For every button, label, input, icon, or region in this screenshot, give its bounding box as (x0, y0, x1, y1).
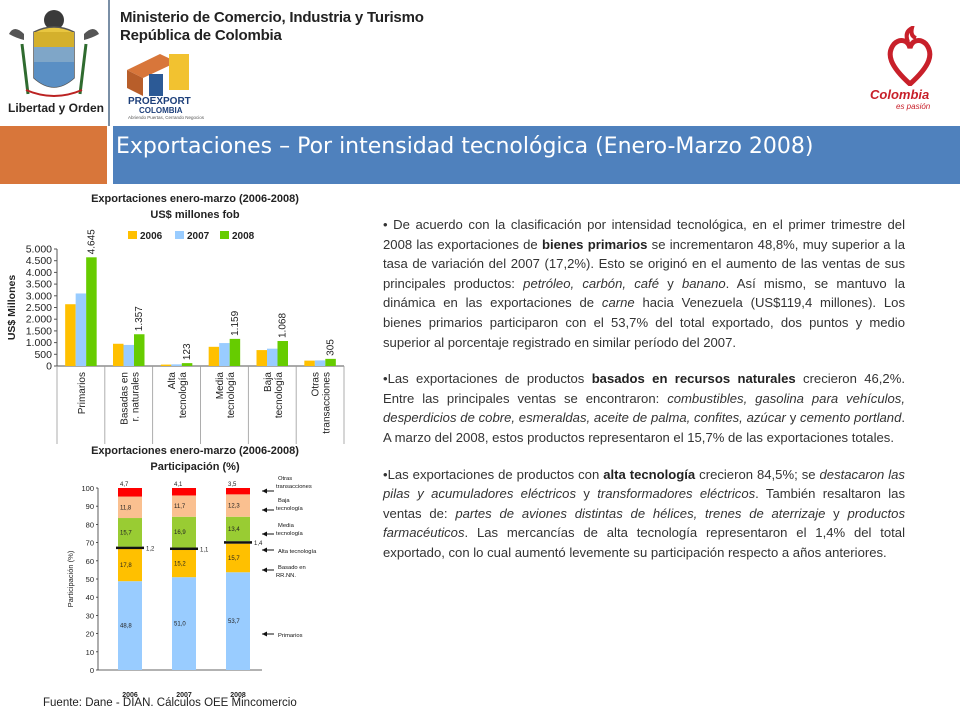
segment-label: 1,4 (254, 541, 263, 548)
category-label: r. naturales (130, 372, 142, 422)
category-label: Otras (310, 372, 322, 397)
proexport-tagline: Abriendo Puertas, Cerrando Negocios (128, 115, 205, 120)
header-divider (108, 0, 110, 126)
y-tick-label: 10 (85, 647, 94, 657)
y-axis-title: Participación (%) (66, 550, 75, 608)
segment-label: 13,4 (228, 526, 240, 533)
segment-label: 1,1 (200, 547, 209, 554)
paragraph-run: . A marzo del 2008, estos productos representaron el 15,7% de las exportaciones totales. (383, 410, 905, 445)
segment-label: 15,7 (120, 530, 132, 537)
bar-2007 (124, 345, 135, 366)
paragraph-run: alta tecnología (603, 466, 696, 482)
annotation-label: transacciones (276, 484, 312, 490)
motto-label: Libertad y Orden (7, 101, 105, 115)
legend-swatch-2006 (128, 231, 137, 239)
paragraph-run: transformadores eléctricos (597, 486, 756, 502)
y-tick-label: 60 (85, 556, 94, 566)
legend-swatch-2008 (220, 231, 229, 239)
bar-2006 (257, 350, 268, 366)
segment-alta-tecnologia (224, 541, 252, 544)
bar-2006 (113, 344, 124, 366)
segment-label: 3,5 (228, 482, 237, 488)
y-tick-label: 100 (81, 484, 94, 493)
ministry-country: República de Colombia (120, 27, 282, 44)
annotation-label: Primarios (278, 633, 303, 639)
bar-2007 (171, 364, 182, 366)
paragraph-run: se incrementaron 48,8%, muy superior a la tasa de variación del 2007 (17,2%). Esto se originó en el aumento de las ventas de sus principales productos: (383, 236, 905, 291)
segment-label: 11,8 (120, 505, 132, 512)
paragraph-run: combustibles, gasolina para vehículos, desperdicios de cobre, esmeraldas, aceite de palma, confites, azúcar (383, 390, 905, 426)
bar-2008 (134, 334, 145, 366)
annotation-label: Alta tecnología (278, 549, 317, 555)
annotation-arrowhead (262, 568, 267, 573)
annotation-label: Baja (278, 498, 290, 504)
bar-2008 (86, 257, 97, 366)
y-tick-label: 2.500 (25, 302, 52, 314)
paragraph-run: •Las exportaciones de productos (383, 371, 592, 387)
category-label: 2007 (176, 692, 192, 699)
segment-label: 15,2 (174, 561, 186, 568)
y-tick-label: 40 (85, 593, 94, 603)
category-label: 2006 (122, 692, 138, 699)
chart-export-values (0, 222, 345, 447)
annotation-label: tecnología (276, 506, 303, 512)
brand-tagline: es pasión (896, 102, 931, 111)
legend-label-2006: 2006 (140, 231, 163, 242)
paragraph-run: productos farmacéuticos (383, 505, 905, 541)
segment-alta-tecnologia (116, 547, 144, 550)
category-label: transacciones (321, 372, 333, 434)
paragraph-run: crecieron 46,2%. Entre las principales ventas se encontraron: (383, 371, 905, 406)
paragraph-run: . Las mercancías de alta tecnología representaron el 1,4% del total exportado, con lo cual aumentó levemente su participación respecto a años anteriores. (383, 525, 905, 560)
annotation-label: RR.NN. (276, 573, 296, 579)
paragraph-run: destacaron las pilas y acumuladores eléctricos (383, 466, 905, 502)
annotation-label: Media (278, 523, 294, 529)
segment-5 (118, 488, 142, 497)
y-tick-label: 3.500 (25, 278, 52, 291)
paragraph-recursos-naturales (383, 369, 905, 447)
bar-2006 (304, 361, 315, 366)
bar-2006 (161, 365, 172, 366)
y-tick-label: 0 (46, 360, 52, 373)
paragraph-run: y (785, 410, 801, 426)
analysis-text (383, 215, 905, 580)
chart2-title-line2: Participación (%) (150, 461, 240, 473)
segment-label: 11,7 (174, 504, 186, 511)
annotation-arrowhead (262, 508, 267, 513)
paragraph-run: bienes primarios (541, 236, 648, 252)
ministry-name: Ministerio de Comercio, Industria y Turismo (120, 9, 424, 26)
data-label-2008: 1.357 (134, 306, 146, 332)
bar-2008 (230, 339, 241, 366)
paragraph-run: y (576, 486, 598, 502)
brand-name: Colombia (870, 87, 930, 102)
y-tick-label: 30 (85, 611, 94, 621)
paragraph-run: crecieron 84,5%; se (695, 466, 820, 482)
bar-2008 (182, 363, 193, 366)
segment-label: 48,8 (120, 623, 132, 630)
bar-2007 (315, 360, 326, 366)
bar-2006 (65, 304, 76, 366)
paragraph-run: • De acuerdo con la clasificación por intensidad tecnológica, en el primer trimestre del 2008 las exportaciones de (383, 217, 905, 252)
category-label: Primarios (76, 372, 88, 415)
y-tick-label: 20 (85, 629, 94, 639)
y-tick-label: 500 (34, 348, 52, 361)
legend-label-2008: 2008 (232, 231, 255, 242)
paragraph-run: basados en recursos naturales (591, 371, 796, 387)
annotation-arrowhead (262, 489, 267, 494)
y-tick-label: 4.000 (25, 266, 52, 279)
annotation-label: Otras (278, 476, 293, 482)
paragraph-run: banano (681, 275, 726, 291)
segment-label: 4,1 (174, 482, 183, 488)
y-tick-label: 2.000 (25, 313, 52, 326)
segment-5 (172, 488, 196, 495)
y-tick-label: 1.500 (25, 325, 52, 338)
paragraph-alta-tecnologia (383, 465, 905, 563)
paragraph-run: cemento portland (800, 410, 902, 426)
y-tick-label: 0 (89, 666, 94, 675)
y-tick-label: 3.000 (25, 290, 52, 303)
category-label: tecnología (225, 372, 237, 419)
data-label-2008: 1.068 (277, 312, 289, 339)
paragraph-run: . Así mismo, se mantuvo la dinámica en las exportaciones de (383, 275, 906, 311)
segment-alta-tecnologia (170, 548, 198, 551)
y-tick-label: 50 (85, 575, 94, 584)
chart1-title-line1: Exportaciones enero-marzo (2006-2008) (91, 193, 299, 205)
paragraph-run: hacia Venezuela (US$119,4 millones). Los bienes primarios participaron con el 53,7% del total exportado, dos puntos y medio superior al porcentaje registrado en similar período del 2007. (383, 295, 905, 350)
legend-label-2007: 2007 (187, 231, 210, 242)
segment-label: 17,8 (120, 562, 132, 569)
paragraph-run: •Las exportaciones de productos con (383, 466, 604, 482)
title-separator (107, 126, 113, 184)
annotation-arrowhead (262, 548, 267, 553)
y-tick-label: 4.500 (25, 255, 52, 268)
y-tick-label: 80 (85, 520, 94, 530)
chart2-title-line1: Exportaciones enero-marzo (2006-2008) (91, 445, 299, 457)
bar-2008 (278, 341, 289, 366)
category-label: 2008 (230, 692, 246, 699)
segment-label: 51,0 (174, 621, 186, 628)
paragraph-run: carne (601, 295, 635, 311)
segment-label: 12,3 (228, 503, 240, 510)
paragraph-run: y (658, 275, 682, 291)
paragraph-primarios (383, 215, 905, 352)
y-tick-label: 90 (85, 502, 94, 512)
bar-2007 (76, 293, 87, 366)
data-label-2008: 123 (182, 343, 194, 361)
legend-swatch-2007 (175, 231, 184, 239)
category-label: Basadas en (119, 372, 131, 425)
annotation-arrowhead (262, 632, 267, 637)
category-label: Alta (167, 372, 179, 390)
title-accent (0, 126, 107, 184)
proexport-logo (125, 50, 195, 98)
paragraph-run: partes de aviones distintas de hélices, trenes de aterrizaje (455, 505, 826, 521)
paragraph-run: y (825, 505, 848, 521)
chart1-title-line2: US$ millones fob (150, 209, 240, 221)
category-label: tecnología (273, 372, 285, 419)
bar-2006 (209, 347, 220, 366)
bar-2007 (219, 343, 230, 366)
data-label-2008: 4.645 (86, 229, 98, 255)
y-axis-title: US$ Millones (6, 274, 18, 341)
chart-participation (0, 474, 370, 700)
category-label: tecnología (178, 372, 190, 419)
data-label-2008: 1.159 (229, 310, 241, 336)
category-label: Media (214, 372, 226, 400)
annotation-label: tecnología (276, 531, 303, 537)
segment-label: 53,7 (228, 619, 240, 626)
source-note: Fuente: Dane - DIAN. Cálculos OEE Mincomercio (43, 697, 297, 709)
paragraph-run: . También resaltaron las ventas de: (383, 486, 905, 521)
bar-2008 (325, 359, 336, 366)
segment-label: 16,9 (174, 530, 186, 537)
colombia-brand-logo (882, 26, 938, 86)
paragraph-run: petróleo, carbón, café (523, 275, 659, 291)
annotation-label: Basado en (278, 565, 306, 571)
segment-label: 15,7 (228, 555, 240, 562)
y-tick-label: 5.000 (25, 243, 52, 256)
slide-title: Exportaciones – Por intensidad tecnológica (Enero-Marzo 2008) (116, 134, 814, 159)
annotation-arrowhead (262, 532, 267, 537)
category-label: Baja (262, 372, 274, 393)
proexport-name: PROEXPORT (128, 96, 191, 107)
y-tick-label: 1.000 (25, 337, 52, 350)
data-label-2008: 305 (325, 339, 337, 356)
segment-label: 4,7 (120, 482, 129, 488)
bar-2007 (267, 349, 278, 366)
y-tick-label: 70 (85, 538, 94, 548)
segment-5 (226, 488, 250, 494)
proexport-country: COLOMBIA (139, 106, 183, 115)
segment-label: 1,2 (146, 546, 155, 553)
